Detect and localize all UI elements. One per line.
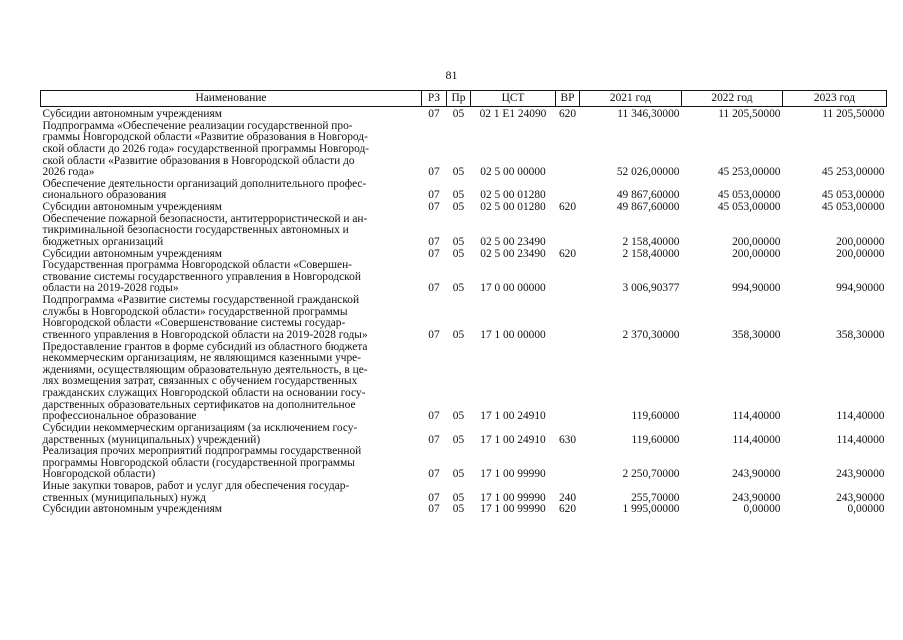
cell-2022: 11 205,50000 [718, 108, 781, 120]
cell-pr: 05 [452, 108, 465, 120]
cell-cst: 02 5 00 23490 [480, 247, 546, 260]
cell-vr: 620 [558, 108, 577, 120]
cell-rz: 07 [428, 282, 440, 295]
cell-2021: 52 026,00000 [616, 166, 680, 179]
cell-vr: 630 [558, 433, 577, 446]
table-row [41, 423, 887, 446]
cell-cst: 02 5 00 00000 [480, 166, 546, 179]
cell-rz: 07 [428, 468, 440, 481]
cell-2021: 1 995,00000 [622, 503, 680, 516]
header-row [41, 91, 887, 107]
cell-name: Государственная программа Новгородской области «Совершен- ствование системы государственного управления в Новгородской области на 2019-2028 годы» [42, 259, 361, 295]
table-row [41, 121, 887, 179]
page-number: 81 [445, 68, 458, 82]
header-pr: Пр [447, 91, 471, 107]
cell-2022: 114,40000 [732, 410, 781, 423]
cell-2023: 200,00000 [836, 247, 885, 260]
cell-2023: 45 253,00000 [821, 166, 885, 179]
cell-2023: 200,00000 [836, 235, 885, 248]
cell-name: Субсидии автономным учреждениям [42, 247, 222, 260]
cell-2022: 994,90000 [732, 282, 781, 295]
header-2022: 2022 год [682, 91, 783, 107]
table-row [41, 504, 887, 516]
cell-2022: 114,40000 [732, 433, 781, 446]
cell-2021: 3 006,90377 [622, 282, 680, 295]
cell-rz: 07 [428, 201, 440, 213]
cell-cst: 17 1 00 99990 [480, 491, 546, 504]
cell-cst: 17 1 00 99990 [480, 503, 546, 516]
cell-2022: 243,90000 [732, 491, 781, 504]
cell-2023: 45 053,00000 [821, 201, 885, 213]
cell-pr: 05 [452, 328, 465, 341]
cell-vr: 620 [558, 247, 577, 260]
cell-2023: 45 053,00000 [821, 189, 885, 202]
cell-2022: 45 053,00000 [717, 189, 781, 202]
cell-name: Субсидии некоммерческим организациям (за исключением госу- дарственных (муниципальных) учреждений) [42, 421, 358, 446]
cell-2021: 119,60000 [631, 433, 680, 446]
cell-pr: 05 [452, 433, 465, 446]
cell-pr: 05 [452, 282, 465, 295]
cell-2023: 11 205,50000 [822, 108, 885, 120]
cell-2021: 49 867,60000 [616, 201, 680, 213]
cell-name: Обеспечение пожарной безопасности, антитеррористической и ан- тикриминальной безопасности государственных автономных и бюджетных организаций [42, 212, 368, 248]
table-body [41, 107, 887, 516]
table-row [41, 481, 887, 504]
cell-2021: 119,60000 [631, 410, 680, 423]
cell-vr [556, 260, 580, 295]
cell-name: Субсидии автономным учреждениям [42, 201, 222, 213]
cell-vr [556, 121, 580, 179]
table-row [41, 214, 887, 249]
cell-pr: 05 [452, 410, 465, 423]
table-row [41, 202, 887, 214]
table-row [41, 446, 887, 481]
cell-2022: 0,00000 [743, 503, 781, 516]
cell-name: Реализация прочих мероприятий подпрограммы государственной программы Новгородской области (государственной программы Новгородской области) [42, 445, 362, 481]
cell-vr [556, 214, 580, 249]
table-row [41, 260, 887, 295]
cell-name: Предоставление грантов в форме субсидий из областного бюджета некоммерческим организациям, не являющимся казенными учре- ждениями, осуществляющим образовательную деятельность, в це- лях возмещения затрат, связанных с обучением государственных гражданских служащих Новгородской области на основании госу- дарственных образовательных сертификатов на дополнительное профессиональное образование [42, 340, 368, 423]
cell-vr [556, 179, 580, 202]
cell-rz: 07 [428, 328, 440, 341]
cell-vr [556, 446, 580, 481]
cell-vr: 620 [558, 503, 577, 516]
cell-rz: 07 [428, 166, 440, 179]
cell-name: Подпрограмма «Развитие системы государственной гражданской службы в Новгородской области» государственной программы Новгородской области «Совершенствование системы государ- ственного управления в Новгородской области на 2019-2028 годы» [42, 294, 368, 341]
table-row [41, 179, 887, 202]
table-row [41, 295, 887, 342]
cell-name: Иные закупки товаров, работ и услуг для обеспечения государ- ственных (муниципальных) нужд [42, 480, 350, 504]
cell-rz: 07 [428, 410, 440, 423]
header-name: Наименование [41, 91, 422, 107]
cell-name: Субсидии автономным учреждениям [42, 108, 222, 120]
cell-vr: 620 [558, 201, 577, 213]
cell-cst: 02 5 00 23490 [480, 235, 546, 248]
cell-2021: 2 158,40000 [622, 235, 680, 248]
cell-rz: 07 [428, 491, 440, 504]
cell-pr: 05 [452, 189, 465, 202]
table-header [41, 91, 887, 107]
cell-pr: 05 [452, 235, 465, 248]
cell-cst: 17 1 00 99990 [480, 468, 546, 481]
cell-rz: 07 [428, 235, 440, 248]
cell-cst: 17 0 00 00000 [480, 282, 546, 295]
cell-cst: 17 1 00 24910 [480, 433, 546, 446]
cell-pr: 05 [452, 166, 465, 179]
cell-name: Подпрограмма «Обеспечение реализации государственной про- граммы Новгородской области «Развитие образования в Новгород- ской области до 2026 года» государственной программы Новгород- ской области «Развитие образования в Новгородской области до 2026 года» [42, 119, 370, 179]
cell-2023: 994,90000 [836, 282, 885, 295]
cell-2021: 2 158,40000 [622, 247, 680, 260]
cell-cst: 02 5 00 01280 [480, 189, 546, 202]
cell-2023: 243,90000 [836, 491, 885, 504]
budget-table [40, 90, 887, 516]
cell-vr: 240 [558, 491, 577, 504]
cell-2021: 11 346,30000 [617, 108, 680, 120]
cell-pr: 05 [452, 491, 465, 504]
cell-2023: 0,00000 [847, 503, 885, 516]
table-row [41, 342, 887, 423]
header-2021: 2021 год [580, 91, 682, 107]
cell-cst: 02 5 00 01280 [480, 201, 546, 213]
cell-2022: 45 253,00000 [717, 166, 781, 179]
cell-2022: 243,90000 [732, 468, 781, 481]
cell-rz: 07 [428, 247, 440, 260]
cell-2021: 2 250,70000 [622, 468, 680, 481]
cell-name: Субсидии автономным учреждениям [42, 503, 222, 516]
cell-2023: 243,90000 [836, 468, 885, 481]
cell-2021: 2 370,30000 [622, 328, 680, 341]
header-rz: РЗ [422, 91, 447, 107]
header-2023: 2023 год [783, 91, 887, 107]
cell-2022: 358,30000 [732, 328, 781, 341]
table-row [41, 107, 887, 121]
cell-cst: 17 1 00 24910 [480, 410, 546, 423]
cell-pr: 05 [452, 503, 465, 516]
header-vr: ВР [556, 91, 580, 107]
cell-rz: 07 [428, 503, 440, 516]
cell-cst: 17 1 00 00000 [480, 328, 546, 341]
cell-cst: 02 1 E1 24090 [479, 108, 547, 120]
header-cst: ЦСТ [471, 91, 556, 107]
cell-2022: 200,00000 [732, 235, 781, 248]
cell-2022: 200,00000 [732, 247, 781, 260]
cell-name: Обеспечение деятельности организаций дополнительного профес- сионального образования [42, 177, 367, 202]
cell-vr [556, 342, 580, 423]
cell-2023: 114,40000 [836, 410, 885, 423]
cell-rz: 07 [428, 108, 440, 120]
cell-pr: 05 [452, 201, 465, 213]
cell-rz: 07 [428, 189, 440, 202]
cell-2021: 255,70000 [631, 491, 680, 504]
cell-2022: 45 053,00000 [717, 201, 781, 213]
cell-rz: 07 [428, 433, 440, 446]
cell-pr: 05 [452, 468, 465, 481]
cell-vr [556, 295, 580, 342]
cell-2023: 358,30000 [836, 328, 885, 341]
cell-pr: 05 [452, 247, 465, 260]
cell-2021: 49 867,60000 [616, 189, 680, 202]
cell-2023: 114,40000 [836, 433, 885, 446]
